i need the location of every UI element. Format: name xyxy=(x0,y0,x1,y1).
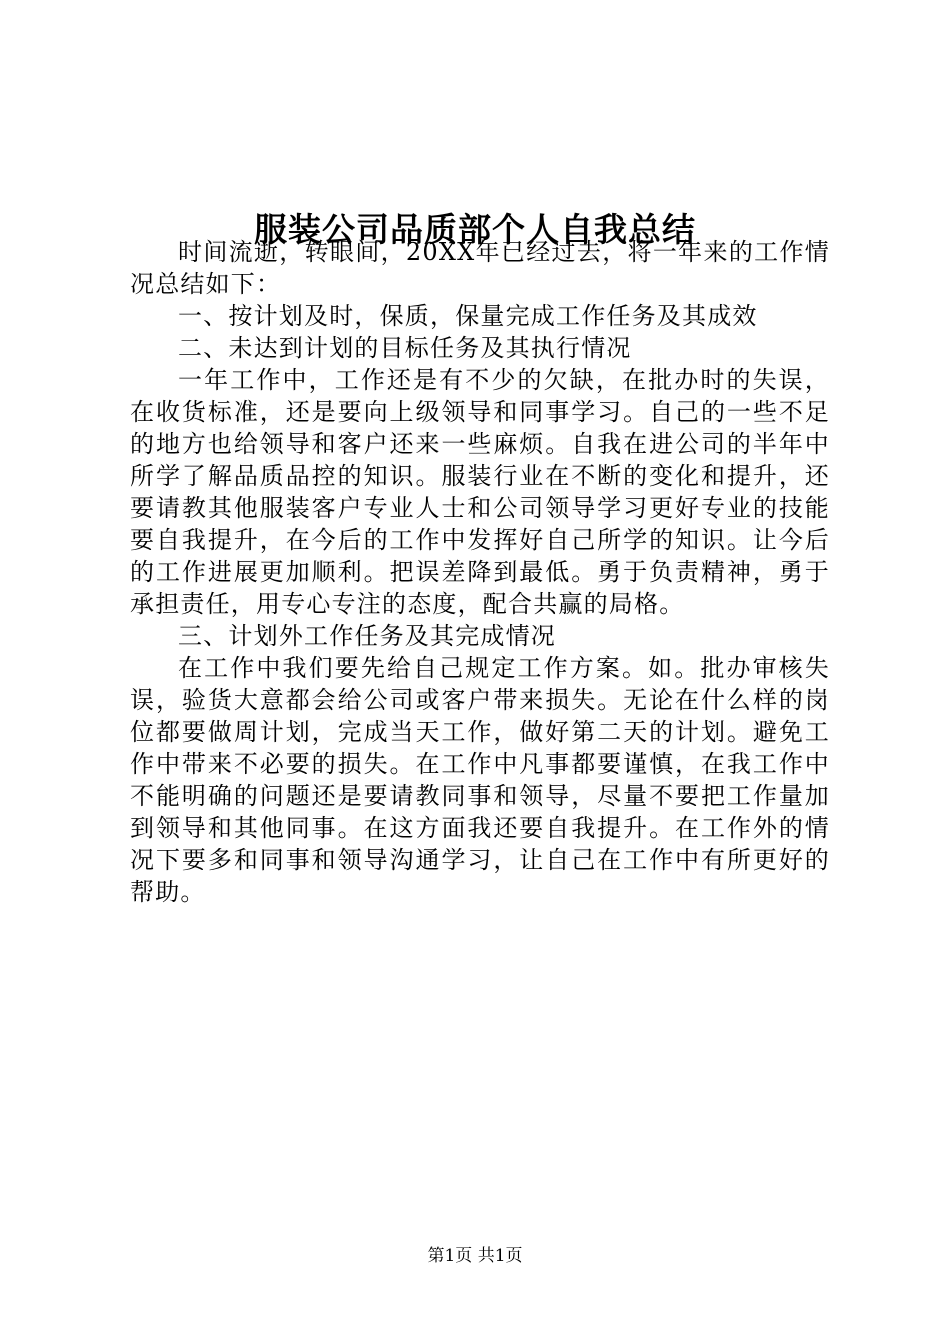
heading-section-3: 三、计划外工作任务及其完成情况 xyxy=(178,622,556,650)
paragraph-section-2: 一年工作中，工作还是有不少的欠缺，在批办时的失误，在收货标准，还是要向上级领导和同事学习。自己的一些不足的地方也给领导和客户还来一些麻烦。自我在进公司的半年中所学了解品质品控的知识。服装行业在不断的变化和提升，还要请教其他服装客户专业人士和公司领导学习更好专业的技能要自我提升，在今后的工作中发挥好自己所学的知识。让今后的工作进展更加顺利。把误差降到最低。勇于负责精神，勇于承担责任，用专心专注的态度，配合共赢的局格。 xyxy=(130,366,830,618)
paragraph-section-3: 在工作中我们要先给自己规定工作方案。如。批办审核失误，验货大意都会给公司或客户带来损失。无论在什么样的岗位都要做周计划，完成当天工作，做好第二天的计划。避免工作中带来不必要的损失。在工作中凡事都要谨慎，在我工作中不能明确的问题还是要请教同事和领导，尽量不要把工作量加到领导和其他同事。在这方面我还要自我提升。在工作外的情况下要多和同事和领导沟通学习，让自己在工作中有所更好的帮助。 xyxy=(130,654,830,906)
page-number-footer: 第1页 共1页 xyxy=(427,1246,523,1266)
document-title: 服装公司品质部个人自我总结 xyxy=(254,210,696,250)
paragraph-intro: 时间流逝，转眼间，20XX年已经过去，将一年来的工作情况总结如下： xyxy=(130,238,830,298)
heading-section-1: 一、按计划及时，保质，保量完成工作任务及其成效 xyxy=(178,302,758,330)
heading-section-2: 二、未达到计划的目标任务及其执行情况 xyxy=(178,334,632,362)
document-body xyxy=(130,236,830,908)
